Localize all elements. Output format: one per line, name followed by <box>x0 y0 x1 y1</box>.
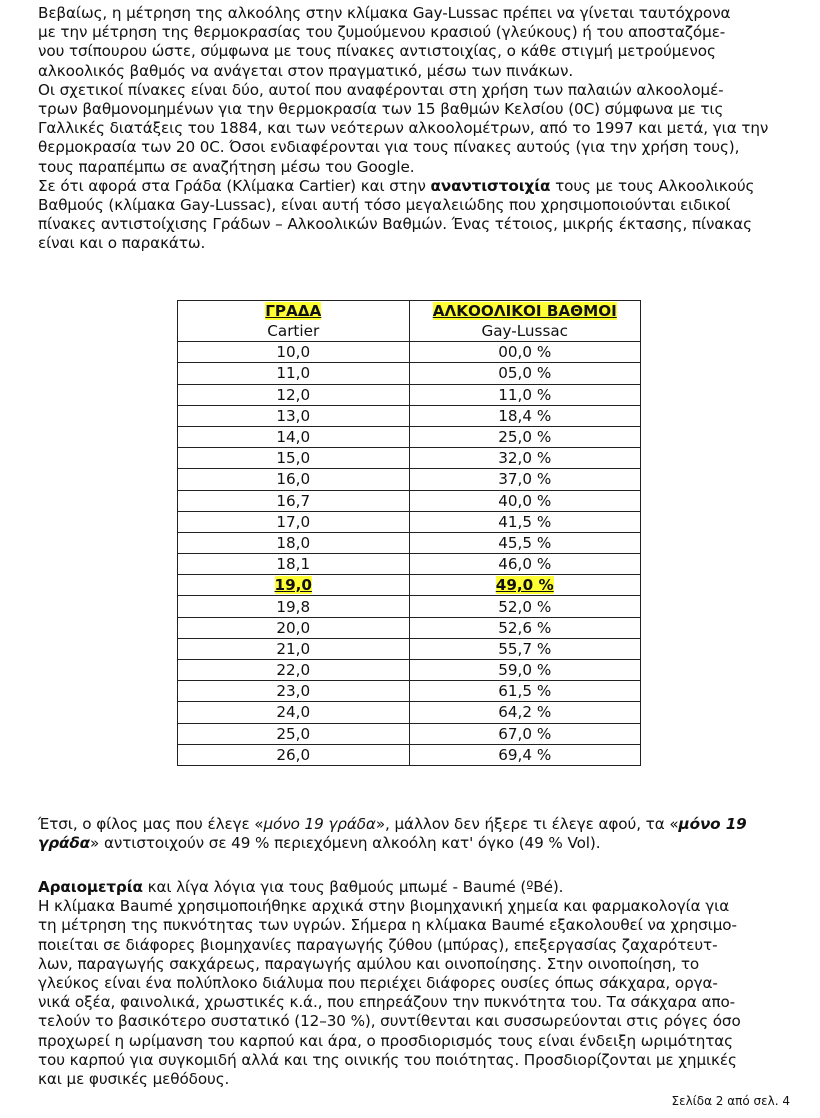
cell-value: 49,0 % <box>495 576 554 595</box>
table-row <box>178 469 641 490</box>
cell-value: 55,7 % <box>498 639 552 658</box>
text-line: θερμοκρασία των 20 0C. Όσοι ενδιαφέρονται για τους πίνακες αυτούς (για την χρήση τους), <box>38 138 740 157</box>
cell-alcohol <box>409 723 641 744</box>
cell-value: 13,0 <box>276 406 311 425</box>
cell-value: 16,7 <box>276 491 311 510</box>
bold-italic-text: μόνο 19 <box>678 815 747 833</box>
cell-value: 52,6 % <box>498 618 552 637</box>
cell-value: 26,0 <box>276 745 311 764</box>
col-header-alcohol <box>409 301 641 322</box>
table-row <box>178 744 641 765</box>
cell-alcohol <box>409 469 641 490</box>
cell-alcohol <box>409 575 641 596</box>
cell-value: 22,0 <box>276 661 311 680</box>
cell-value: 17,0 <box>276 512 311 531</box>
col-header-grada <box>178 301 410 322</box>
cell-value: 16,0 <box>276 470 311 489</box>
cell-grada <box>178 363 410 384</box>
cell-alcohol <box>409 744 641 765</box>
cell-grada <box>178 405 410 426</box>
table-row <box>178 575 641 596</box>
cell-value: 25,0 <box>276 724 311 743</box>
table-row <box>178 723 641 744</box>
cell-grada <box>178 426 410 447</box>
table-row <box>178 511 641 532</box>
text-fragment: τους με τους Αλκοολικούς <box>550 176 755 195</box>
cell-value: 59,0 % <box>498 661 552 680</box>
cell-alcohol <box>409 702 641 723</box>
cell-value: 18,1 <box>276 555 311 574</box>
cell-value: 69,4 % <box>498 745 552 764</box>
cell-value: 19,8 <box>276 597 311 616</box>
grada-alcohol-table <box>177 300 641 766</box>
conclusion-paragraph <box>38 815 793 853</box>
text-fragment: », μάλλον δεν ήξερε τι έλεγε αφού, τα « <box>375 815 679 833</box>
cell-value: 14,0 <box>276 428 311 447</box>
cell-value: 52,0 % <box>498 597 552 616</box>
cell-value: 67,0 % <box>498 724 552 743</box>
text-line <box>38 815 793 834</box>
cell-grada <box>178 448 410 469</box>
text-line <box>38 177 793 196</box>
table-row <box>178 660 641 681</box>
cell-value: 11,0 <box>276 364 311 383</box>
cell-alcohol <box>409 384 641 405</box>
table-row <box>178 342 641 363</box>
cell-value: 20,0 <box>276 618 311 637</box>
table-row <box>178 702 641 723</box>
cell-grada <box>178 511 410 532</box>
table-row <box>178 532 641 553</box>
text-line: νου τσίπουρου ώστε, σύμφωνα με τους πίνακες αντιστοιχίας, ο κάθε στιγμή μετρούμενος <box>38 42 716 61</box>
cell-alcohol <box>409 596 641 617</box>
text-line: είναι και ο παρακάτω. <box>38 234 206 253</box>
col-subheader-cartier: Cartier <box>178 321 410 342</box>
text-fragment: Σε ότι αφορά στα Γράδα (Κλίμακα Cartier) και στην <box>38 176 431 195</box>
cell-alcohol <box>409 490 641 511</box>
cell-value: 05,0 % <box>498 364 552 383</box>
baume-section <box>38 878 793 1089</box>
cell-value: 00,0 % <box>498 343 552 362</box>
cell-value: 32,0 % <box>498 449 552 468</box>
section-title <box>38 878 793 897</box>
cell-alcohol <box>409 660 641 681</box>
text-line: Η κλίμακα Baumé χρησιμοποιήθηκε αρχικά στην βιομηχανική χημεία και φαρμακολογία για <box>38 897 730 916</box>
table-row <box>178 617 641 638</box>
cell-alcohol <box>409 638 641 659</box>
cell-value: 64,2 % <box>498 703 552 722</box>
text-line: λων, παραγωγής σακχάρεως, παραγωγής αμύλου και οινοποίησης. Στην οινοποίηση, το <box>38 954 700 973</box>
cell-alcohol <box>409 426 641 447</box>
text-line: αλκοολικός βαθμός να ανάγεται στον πραγματικό, μέσω των πινάκων. <box>38 61 574 80</box>
cell-value: 61,5 % <box>498 682 552 701</box>
cell-grada <box>178 342 410 363</box>
cell-alcohol <box>409 617 641 638</box>
col-title: ΓΡΑΔΑ <box>265 302 322 320</box>
cell-alcohol <box>409 511 641 532</box>
cell-grada <box>178 469 410 490</box>
text-line: με την μέτρηση της θερμοκρασίας του ζυμούμενου κρασιού (γλεύκους) ή του αποσταζόμε- <box>38 23 726 42</box>
table-row <box>178 384 641 405</box>
text-line: Βαθμούς (κλίμακα Gay-Lussac), είναι αυτή τόσο μεγαλειώδης που χρησιμοποιούνται ειδικοί <box>38 196 731 215</box>
cell-grada <box>178 681 410 702</box>
cell-value: 15,0 <box>276 449 311 468</box>
cell-grada <box>178 596 410 617</box>
text-fragment: Έτσι, ο φίλος μας που έλεγε « <box>38 815 264 833</box>
table-row <box>178 426 641 447</box>
page-number: Σελίδα 2 από σελ. 4 <box>671 1094 790 1108</box>
table-row <box>178 554 641 575</box>
cell-value: 11,0 % <box>498 385 552 404</box>
table-row <box>178 490 641 511</box>
cell-value: 41,5 % <box>498 512 552 531</box>
text-line: προχωρεί η ωρίμανση του καρπού και άρα, ο προσδιορισμός τους είναι ένδειξη ωριμότητας <box>38 1031 733 1050</box>
text-line: και με φυσικές μεθόδους. <box>38 1070 230 1089</box>
text-line: πίνακες αντιστοίχισης Γράδων – Αλκοολικών Βαθμών. Ένας τέτοιος, μικρής έκτασης, πίνακας <box>38 215 752 234</box>
text-line: τη μέτρηση της πυκνότητας των υγρών. Σήμερα η κλίμακα Baumé εξακολουθεί να χρησιμο- <box>38 916 737 935</box>
cell-value: 10,0 <box>276 343 311 362</box>
cell-value: 25,0 % <box>498 428 552 447</box>
cell-grada <box>178 490 410 511</box>
text-line: γλεύκος είναι ένα πολύπλοκο διάλυμα που περιέχει διάφορες ουσίες όπως σάκχαρα, οργα- <box>38 974 718 993</box>
cell-alcohol <box>409 405 641 426</box>
cell-value: 24,0 <box>276 703 311 722</box>
text-line: ποιείται σε διάφορες βιομηχανίες παραγωγής ζύθου (μπύρας), επεξεργασίας ζαχαρότευτ- <box>38 935 718 954</box>
text-line: Οι σχετικοί πίνακες είναι δύο, αυτοί που αναφέρονται στη χρήση των παλαιών αλκοολομέ- <box>38 80 724 99</box>
text-line: Γαλλικές διατάξεις του 1884, και των νεότερων αλκοολομέτρων, από το 1997 και μετά, για την <box>38 119 769 138</box>
cell-grada <box>178 723 410 744</box>
cell-value: 45,5 % <box>498 533 552 552</box>
intro-paragraph <box>38 4 793 254</box>
cell-value: 19,0 <box>274 576 312 595</box>
cell-grada <box>178 554 410 575</box>
cell-alcohol <box>409 448 641 469</box>
cell-value: 46,0 % <box>498 555 552 574</box>
cell-alcohol <box>409 554 641 575</box>
cell-grada <box>178 744 410 765</box>
bold-italic-text: γράδα <box>38 834 91 853</box>
table-subheader-row <box>178 321 641 342</box>
text-line: νικά οξέα, φαινολικά, χρωστικές κ.ά., που επηρεάζουν την πυκνότητα του. Τα σάκχαρα απο- <box>38 993 736 1012</box>
table-row <box>178 681 641 702</box>
cell-grada <box>178 702 410 723</box>
text-line: τους παραπέμπω σε αναζήτηση μέσω του Google. <box>38 157 415 176</box>
cell-value: 12,0 <box>276 385 311 404</box>
cell-value: 23,0 <box>276 682 311 701</box>
cell-value: 18,4 % <box>498 406 552 425</box>
text-line: τρων βαθμονομημένων για την θερμοκρασία των 15 βαθμών Κελσίου (0C) σύμφωνα με τις <box>38 100 724 119</box>
section-title-bold: Αραιομετρία <box>38 878 143 896</box>
italic-text: μόνο 19 γράδα <box>263 815 376 833</box>
cell-alcohol <box>409 681 641 702</box>
table-row <box>178 363 641 384</box>
emphasis-text: αναντιστοιχία <box>430 176 551 195</box>
table-row <box>178 405 641 426</box>
cell-grada <box>178 617 410 638</box>
table-row <box>178 638 641 659</box>
cell-alcohol <box>409 342 641 363</box>
cell-value: 37,0 % <box>498 470 552 489</box>
cell-grada <box>178 660 410 681</box>
cell-grada <box>178 638 410 659</box>
text-line <box>38 834 793 853</box>
cell-value: 40,0 % <box>498 491 552 510</box>
text-line: τελούν το βασικότερο συστατικό (12–30 %), συντίθενται και συσσωρεύονται στις ρόγες όσο <box>38 1012 741 1031</box>
table-row <box>178 448 641 469</box>
cell-grada <box>178 384 410 405</box>
cell-grada <box>178 532 410 553</box>
cell-alcohol <box>409 363 641 384</box>
text-line: Βεβαίως, η μέτρηση της αλκοόλης στην κλίμακα Gay-Lussac πρέπει να γίνεται ταυτόχρονα <box>38 4 731 22</box>
cell-value: 21,0 <box>276 639 311 658</box>
section-title-rest: και λίγα λόγια για τους βαθμούς μπωμέ - Baumé (ºBé). <box>142 878 564 896</box>
text-fragment: » αντιστοιχούν σε 49 % περιεχόμενη αλκοόλη κατ' όγκο (49 % Vol). <box>90 834 601 853</box>
table-header-row <box>178 301 641 322</box>
cell-alcohol <box>409 532 641 553</box>
col-subheader-gay-lussac: Gay-Lussac <box>409 321 641 342</box>
table-row <box>178 596 641 617</box>
cell-grada <box>178 575 410 596</box>
text-line: του καρπού για συγκομιδή αλλά και της οινικής του ποιότητας. Προσδιορίζονται με χημικές <box>38 1050 737 1069</box>
cell-value: 18,0 <box>276 533 311 552</box>
col-title: ΑΛΚΟΟΛΙΚΟΙ ΒΑΘΜΟΙ <box>432 302 617 320</box>
